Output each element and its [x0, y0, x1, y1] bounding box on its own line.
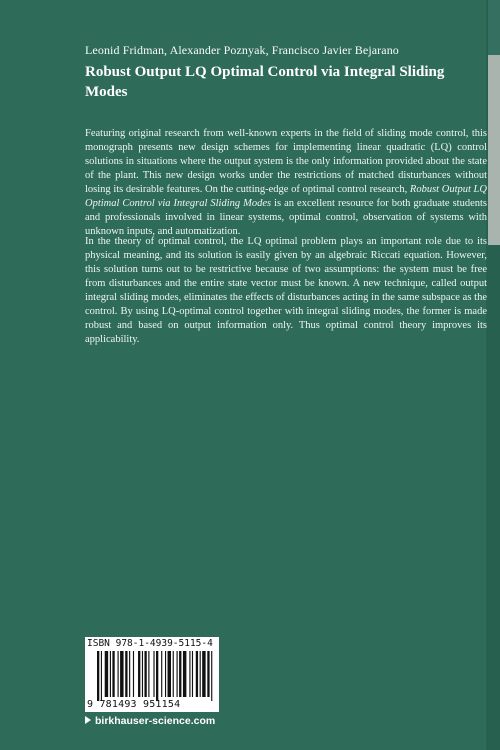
barcode-bar	[168, 651, 171, 697]
barcode-bar	[144, 651, 146, 697]
publisher-website[interactable]	[85, 715, 215, 727]
description-paragraph-1-end: is an excellent resource for both graduate students and professionals involved in linear systems, optimal control, observation of systems with unknown inputs, and automatization.	[85, 198, 487, 237]
barcode-bar	[138, 651, 140, 697]
barcode-bar	[148, 651, 149, 697]
barcode-bar	[192, 651, 193, 697]
barcode-bars	[97, 651, 215, 701]
barcode-bar	[125, 651, 127, 697]
barcode-bar	[156, 651, 158, 701]
publisher-website-text: birkhauser-science.com	[95, 715, 216, 727]
barcode-bar	[207, 651, 209, 697]
barcode-bar	[142, 651, 143, 697]
book-title: Robust Output LQ Optimal Control via Integral Sliding Modes	[85, 64, 445, 100]
isbn-text: ISBN 978-1-4939-5115-4	[87, 638, 213, 649]
barcode-bar	[129, 651, 130, 697]
barcode-bar	[189, 651, 190, 697]
barcode-bar	[173, 651, 174, 697]
spine-edge-marker	[488, 55, 500, 245]
description-paragraph-1-start: Featuring original research from well-known experts in the field of sliding mode control, this monograph presents new design schemes for implementing linear quadratic (LQ) control solutions in situations where the output system is the only information provided about the state of the plant. This new design works under the restrictions of matched disturbances without losing its desirable features. On the cutting-edge of optimal control research,	[85, 128, 487, 195]
barcode-bar	[211, 651, 212, 701]
barcode-bar	[105, 651, 108, 697]
description-paragraph-1	[85, 127, 487, 239]
barcode-bar	[165, 651, 166, 697]
description-paragraph-2: In the theory of optimal control, the LQ optimal problem plays an important role due to its physical meaning, and its solution is easily given by an algebraic Riccati equation. However, this solution turns out to be restrictive because of two assumptions: the system must be free from disturbances and the entire state vector must be known. A new technique, called output integral sliding modes, eliminates the effects of disturbances acting in the same subspace as the control. By using LQ-optimal control together with integral sliding modes, the former is made robust and based on output information only. Thus optimal control theory improves its applicability.	[85, 236, 487, 345]
barcode-bar	[153, 651, 154, 697]
barcode-bar	[110, 651, 111, 697]
arrow-right-icon	[85, 716, 91, 724]
barcode-bar	[202, 651, 205, 697]
barcode-bar	[120, 651, 123, 697]
barcode-bar	[101, 651, 102, 701]
barcode-bar	[161, 651, 162, 697]
barcode-bar	[183, 651, 186, 697]
barcode-bar	[118, 651, 119, 697]
barcode-bar	[177, 651, 178, 697]
barcode-bar	[200, 651, 201, 697]
description-book-title-italic: Robust Output LQ Optimal Control via Integral Sliding Modes	[85, 184, 487, 209]
book-authors: Leonid Fridman, Alexander Poznyak, Francisco Javier Bejarano	[85, 43, 399, 57]
barcode-bar	[97, 651, 99, 701]
spine-edge	[486, 0, 500, 750]
barcode-bar	[179, 651, 181, 697]
barcode-digits: 9 781493 951154	[87, 699, 181, 710]
barcode-bar	[112, 651, 114, 697]
spine-edge-top	[488, 0, 500, 55]
isbn-barcode	[85, 637, 219, 712]
barcode-bar	[196, 651, 198, 697]
barcode-bar	[133, 651, 134, 697]
